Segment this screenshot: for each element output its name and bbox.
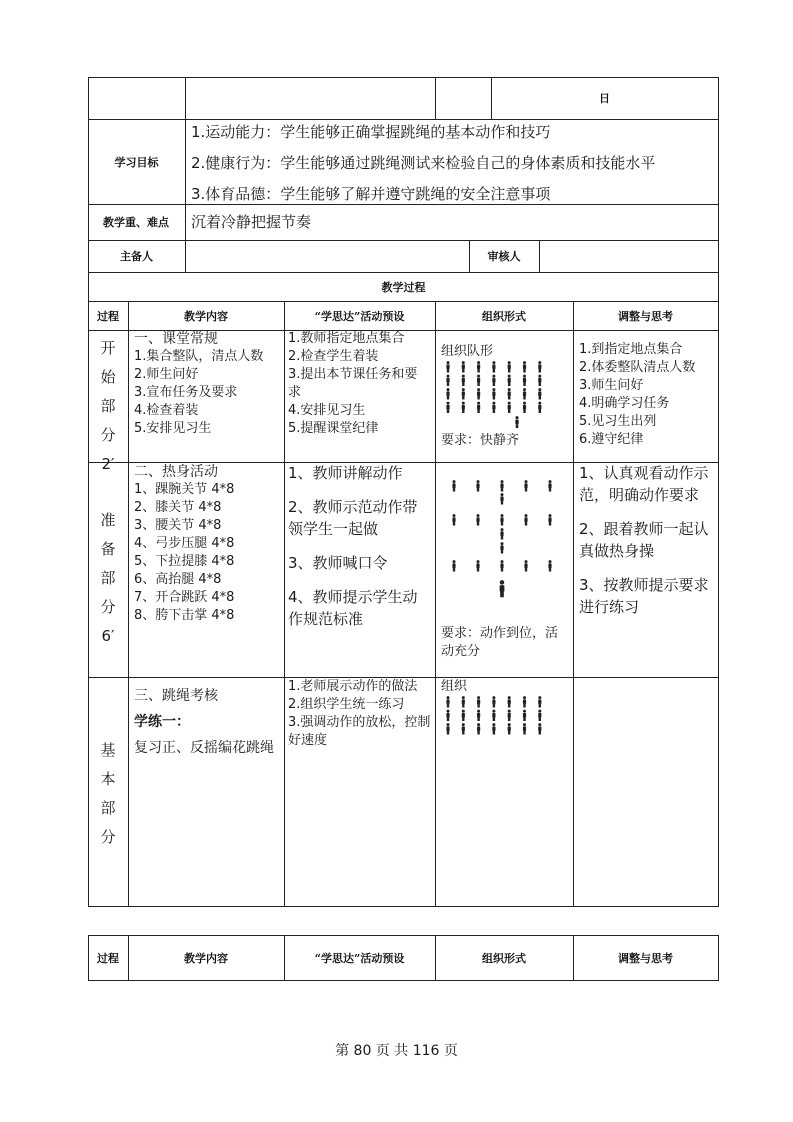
person-icon [477, 723, 480, 734]
reflect-line: 1、认真观看动作示范，明确动作要求 [579, 464, 709, 504]
person-icon [476, 560, 479, 571]
preparer-label: 主备人 [120, 250, 153, 263]
person-icon [508, 361, 511, 372]
person-icon [500, 560, 503, 571]
person-icon [523, 696, 526, 707]
activity-line: 4.安排见习生 [288, 403, 366, 418]
content-line: 3.宣布任务及要求 [134, 385, 238, 400]
content-subtitle: 学练一： [134, 714, 190, 730]
content-line: 3、腰关节 4*8 [134, 518, 222, 533]
person-icon [524, 560, 527, 571]
reflect-line: 2、跟着教师一起认真做热身操 [579, 520, 709, 560]
activity-line: 2.检查学生着装 [288, 349, 379, 364]
person-icon [477, 696, 480, 707]
phase-warmup: 准备部分6′ [100, 511, 116, 645]
person-icon [523, 710, 526, 721]
content-line: 4.检查着装 [134, 403, 199, 418]
reflect-line: 6.遵守纪律 [579, 432, 644, 447]
person-icon [477, 388, 480, 399]
person-icon [446, 361, 449, 372]
content-line: 2.师生问好 [134, 367, 199, 382]
person-icon [500, 528, 503, 539]
goals-list [191, 117, 716, 210]
reflect-line: 5.见习生出列 [579, 414, 657, 429]
content-line: 一、课堂常规 [134, 331, 218, 347]
start-content [134, 330, 282, 438]
person-icon [523, 388, 526, 399]
person-icon [446, 402, 449, 413]
warmup-content [134, 463, 282, 625]
content-line: 6、高抬腿 4*8 [134, 572, 222, 587]
content-line: 7、开合跳跃 4*8 [134, 590, 235, 605]
person-icon [462, 361, 465, 372]
person-icon [500, 493, 503, 504]
person-icon [524, 514, 527, 525]
basic-activity [288, 678, 431, 750]
person-icon [452, 514, 455, 525]
person-icon [446, 375, 449, 386]
reviewer-label: 审核人 [487, 250, 521, 263]
col-header-reflection: 调整与思考 [618, 309, 673, 323]
person-icon [508, 723, 511, 734]
person-icon [462, 696, 465, 707]
person-icon [492, 723, 495, 734]
person-icon [508, 710, 511, 721]
col-header-phase: 过程 [97, 309, 119, 323]
person-icon [508, 696, 511, 707]
start-org-note: 要求：快静齐 [441, 433, 520, 448]
content-line: 8、胯下击掌 4*8 [134, 608, 235, 623]
person-icon [500, 514, 503, 525]
reflect-line: 4.明确学习任务 [579, 396, 670, 411]
table2-col-header-phase: 过程 [97, 951, 119, 965]
person-icon [492, 361, 495, 372]
formation-diagram-warmup [449, 480, 564, 605]
start-org-title: 组织队形 [441, 344, 494, 359]
person-icon [508, 375, 511, 386]
person-icon [446, 723, 449, 734]
person-icon [548, 514, 551, 525]
person-icon [476, 514, 479, 525]
activity-line: 3.提出本节课任务和要求 [288, 367, 418, 400]
activity-line: 1.老师展示动作的做法 [288, 679, 418, 694]
content-line: 1.集合整队，清点人数 [134, 349, 264, 364]
person-icon [477, 402, 480, 413]
formation-diagram-basic [443, 696, 553, 741]
person-icon [462, 710, 465, 721]
activity-line: 1、教师讲解动作 [288, 464, 403, 482]
person-icon [477, 375, 480, 386]
person-icon [523, 723, 526, 734]
activity-line: 3、教师喊口令 [288, 554, 388, 572]
warmup-reflect [579, 462, 715, 618]
warmup-activity [288, 462, 431, 630]
person-icon [508, 402, 511, 413]
goal-item: 2.健康行为：学生能够通过跳绳测试来检验自己的身体素质和技能水平 [191, 154, 656, 172]
activity-line: 4、教师提示学生动作规范标准 [288, 588, 418, 628]
person-icon [476, 480, 479, 491]
person-icon [548, 480, 551, 491]
person-icon [452, 560, 455, 571]
content-line: 5、下拉提膝 4*8 [134, 554, 235, 569]
table2-col-header-reflection: 调整与思考 [618, 951, 673, 965]
person-icon [446, 696, 449, 707]
person-icon [462, 402, 465, 413]
basic-content [134, 683, 282, 761]
reflect-line: 2.体委整队清点人数 [579, 360, 696, 375]
person-icon [500, 580, 505, 597]
person-icon [524, 480, 527, 491]
start-reflect [579, 341, 717, 449]
content-line: 2、膝关节 4*8 [134, 500, 222, 515]
content-line: 4、弓步压腿 4*8 [134, 536, 235, 551]
person-icon [446, 388, 449, 399]
content-line: 二、热身活动 [134, 464, 218, 480]
phase-start: 开始部分2′ [100, 339, 116, 473]
warmup-org-note: 要求：动作到位，活动充分 [441, 626, 559, 659]
reflect-line: 3.师生问好 [579, 378, 644, 393]
person-icon [477, 361, 480, 372]
person-icon [538, 710, 541, 721]
formation-diagram-start [443, 361, 553, 433]
person-icon [508, 388, 511, 399]
person-icon [492, 402, 495, 413]
table2-col-header-organization: 组织形式 [482, 951, 526, 965]
person-icon [452, 480, 455, 491]
person-icon [477, 710, 480, 721]
person-icon [523, 361, 526, 372]
person-icon [538, 402, 541, 413]
col-header-activity: “学思达”活动预设 [314, 309, 405, 323]
activity-line: 2、教师示范动作带领学生一起做 [288, 498, 418, 538]
table2-col-header-activity: “学思达”活动预设 [314, 951, 405, 965]
goals-label: 学习目标 [114, 155, 159, 169]
activity-line: 1.教师指定地点集合 [288, 331, 405, 346]
col-header-content: 教学内容 [184, 309, 228, 323]
person-icon [492, 388, 495, 399]
person-icon [523, 402, 526, 413]
person-icon [538, 723, 541, 734]
person-icon [446, 710, 449, 721]
reflect-line: 1.到指定地点集合 [579, 342, 683, 357]
reflect-line: 3、按教师提示要求进行练习 [579, 576, 709, 616]
process-title: 教学过程 [381, 280, 426, 294]
basic-org-title: 组织 [441, 679, 468, 694]
content-title: 三、跳绳考核 [134, 688, 218, 704]
phase-basic: 基本部分 [100, 741, 116, 846]
person-icon [500, 542, 503, 553]
col-header-organization: 组织形式 [482, 309, 526, 323]
person-icon [538, 375, 541, 386]
person-icon [462, 388, 465, 399]
activity-line: 3.强调动作的放松，控制好速度 [288, 715, 431, 748]
person-icon [500, 480, 503, 491]
person-icon [492, 710, 495, 721]
content-text: 复习正、反摇编花跳绳 [134, 740, 274, 756]
goal-item: 3.体育品德：学生能够了解并遵守跳绳的安全注意事项 [191, 185, 551, 203]
person-icon [492, 375, 495, 386]
key-points-text: 沉着冷静把握节奏 [191, 213, 312, 231]
person-icon [462, 723, 465, 734]
person-icon [538, 696, 541, 707]
key-points-label: 教学重、难点 [103, 215, 169, 229]
start-activity [288, 330, 428, 438]
day-label: 日 [599, 92, 610, 105]
table2-col-header-content: 教学内容 [184, 951, 228, 965]
person-icon [523, 375, 526, 386]
content-line: 1、踝腕关节 4*8 [134, 482, 235, 497]
person-icon [492, 696, 495, 707]
person-icon [538, 361, 541, 372]
person-icon [548, 560, 551, 571]
goal-item: 1.运动能力：学生能够正确掌握跳绳的基本动作和技巧 [191, 123, 551, 141]
activity-line: 5.提醒课堂纪律 [288, 421, 379, 436]
content-line: 5.安排见习生 [134, 421, 212, 436]
person-icon [462, 375, 465, 386]
activity-line: 2.组织学生统一练习 [288, 697, 405, 712]
page-number: 第 80 页 共 116 页 [335, 1043, 458, 1059]
person-icon [515, 416, 518, 428]
person-icon [538, 388, 541, 399]
